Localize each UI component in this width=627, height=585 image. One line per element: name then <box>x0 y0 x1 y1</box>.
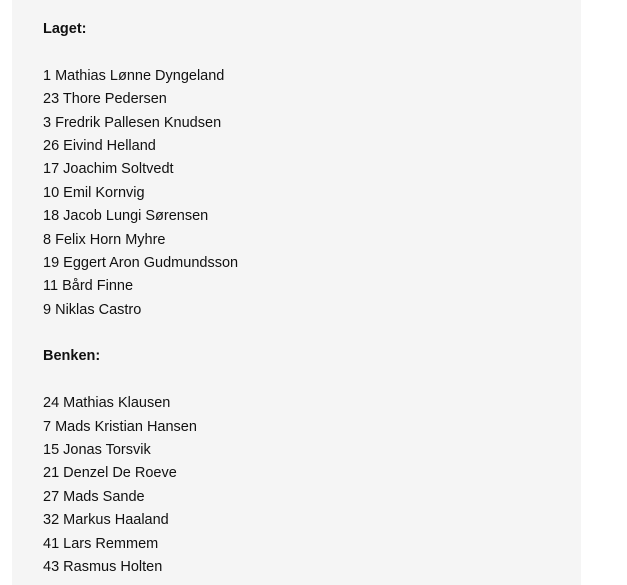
bench-list <box>43 392 238 579</box>
list-item: 11 Bård Finne <box>43 278 134 295</box>
list-item: 3 Fredrik Pallesen Knudsen <box>43 114 222 131</box>
section-heading-bench: Benken: <box>43 348 101 365</box>
list-item: 24 Mathias Klausen <box>43 395 171 412</box>
list-item: 1 Mathias Lønne Dyngeland <box>43 67 225 84</box>
spacer <box>43 369 238 392</box>
section-heading-starting: Laget: <box>43 21 87 37</box>
list-item: 21 Denzel De Roeve <box>43 465 177 482</box>
list-item: 9 Niklas Castro <box>43 301 142 318</box>
spacer <box>43 322 238 345</box>
list-item: 7 Mads Kristian Hansen <box>43 418 197 435</box>
article-panel <box>12 0 581 585</box>
list-item: 41 Lars Remmem <box>43 535 159 552</box>
list-item: 43 Rasmus Holten <box>43 558 163 575</box>
list-item: 32 Markus Haaland <box>43 512 169 529</box>
list-item: 19 Eggert Aron Gudmundsson <box>43 254 239 271</box>
list-item: 15 Jonas Torsvik <box>43 442 151 459</box>
list-item: 8 Felix Horn Myhre <box>43 231 166 248</box>
lineup-content <box>43 18 238 579</box>
list-item: 18 Jacob Lungi Sørensen <box>43 208 209 225</box>
list-item: 26 Eivind Helland <box>43 137 156 154</box>
list-item: 23 Thore Pedersen <box>43 91 167 108</box>
starting-lineup-list <box>43 65 238 322</box>
list-item: 27 Mads Sande <box>43 488 145 505</box>
spacer <box>43 41 238 64</box>
list-item: 10 Emil Kornvig <box>43 184 145 201</box>
list-item: 17 Joachim Soltvedt <box>43 161 174 178</box>
